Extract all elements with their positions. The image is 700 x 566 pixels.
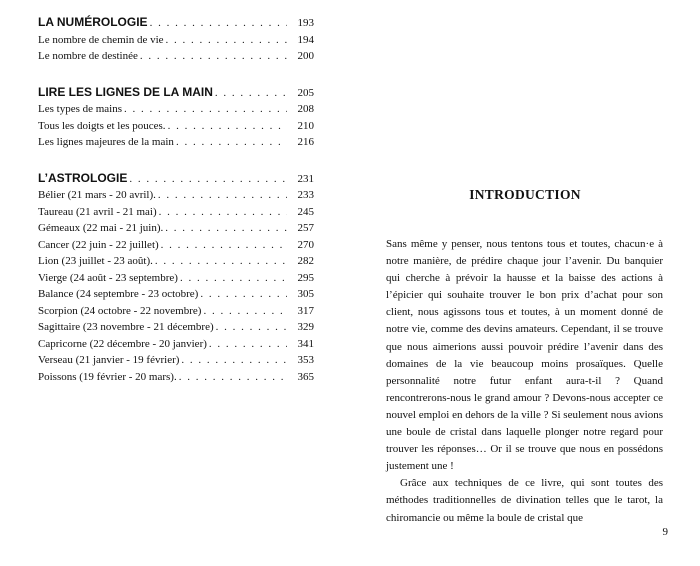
toc-entry-title: Le nombre de chemin de vie <box>38 33 164 46</box>
toc-page-number: 353 <box>297 354 314 366</box>
toc-entry-title: Le nombre de destinée <box>38 50 138 62</box>
toc-page-number: 317 <box>297 304 314 317</box>
toc-entry[interactable] <box>38 220 314 237</box>
page-number: 9 <box>662 526 668 538</box>
toc-entry-title: Verseau (21 janvier - 19 février) <box>38 354 180 366</box>
toc-heading[interactable] <box>38 170 314 188</box>
toc-entry[interactable] <box>38 286 314 303</box>
toc-entry[interactable] <box>38 134 314 151</box>
toc-entry-title: Capricorne (22 décembre - 20 janvier) <box>38 337 207 350</box>
toc-heading-title: L’ASTROLOGIE <box>38 170 128 185</box>
toc-page-number: 216 <box>297 136 314 148</box>
toc-leader-dots <box>140 48 287 65</box>
toc-page-number: 282 <box>297 255 314 267</box>
toc-leader-dots <box>166 32 287 49</box>
toc-entry-title: Taureau (21 avril - 21 mai) <box>38 205 157 218</box>
body-paragraph: Grâce aux techniques de ce livre, qui sont toutes des méthodes traditionnelles de divination telles que le tarot, la chiromancie ou même la boule de cristal que <box>386 477 663 524</box>
toc-section-numerologie <box>38 14 314 65</box>
toc-leader-dots <box>215 85 287 102</box>
chapter-title: INTRODUCTION <box>469 187 581 202</box>
toc-page-number: 205 <box>297 86 314 99</box>
toc-entry-title: Balance (24 septembre - 23 octobre) <box>38 288 199 300</box>
toc-entry[interactable] <box>38 101 314 118</box>
toc-entry[interactable] <box>38 352 314 369</box>
toc-entry-title: Sagittaire (23 novembre - 21 décembre) <box>38 321 214 333</box>
toc-entry-title: Les types de mains <box>38 103 123 115</box>
toc-leader-dots <box>216 319 287 336</box>
toc-entry[interactable] <box>38 336 314 353</box>
toc-page-number: 257 <box>297 222 314 234</box>
right-page <box>350 0 700 566</box>
toc-page-number: 194 <box>297 33 314 46</box>
toc-leader-dots <box>158 187 287 204</box>
toc-leader-dots <box>200 286 287 303</box>
toc-page-number: 193 <box>297 17 314 29</box>
toc-entry-title: Cancer (22 juin - 22 juillet) <box>38 238 159 251</box>
table-of-contents <box>38 14 314 404</box>
toc-entry[interactable] <box>38 32 314 49</box>
toc-heading-title: LIRE LES LIGNES DE LA MAIN <box>38 84 213 99</box>
toc-entry-title: Les lignes majeures de la main <box>38 136 174 148</box>
toc-entry-title: Tous les doigts et les pouces. <box>38 119 166 132</box>
toc-leader-dots <box>180 270 287 287</box>
toc-entry[interactable] <box>38 118 314 135</box>
toc-leader-dots <box>181 352 287 369</box>
toc-entry-title: Poissons (19 février - 20 mars). <box>38 370 177 383</box>
toc-leader-dots <box>179 369 287 386</box>
toc-page-number: 341 <box>297 337 314 350</box>
toc-page-number: 270 <box>297 238 314 251</box>
toc-leader-dots <box>129 171 287 188</box>
toc-page-number: 365 <box>297 370 314 383</box>
toc-leader-dots <box>161 237 287 254</box>
toc-entry[interactable] <box>38 319 314 336</box>
toc-leader-dots <box>176 134 287 151</box>
toc-leader-dots <box>155 253 287 270</box>
toc-entry-title: Gémeaux (22 mai - 21 juin). <box>38 222 164 234</box>
toc-entry-title: Vierge (24 août - 23 septembre) <box>38 271 178 284</box>
toc-leader-dots <box>159 204 287 221</box>
toc-entry-title: Scorpion (24 octobre - 22 novembre) <box>38 304 202 317</box>
toc-entry[interactable] <box>38 270 314 287</box>
toc-heading[interactable] <box>38 14 314 32</box>
toc-leader-dots <box>209 336 287 353</box>
toc-heading-title: LA NUMÉROLOGIE <box>38 15 148 29</box>
toc-entry[interactable] <box>38 204 314 221</box>
toc-leader-dots <box>165 220 287 237</box>
toc-entry[interactable] <box>38 369 314 386</box>
toc-leader-dots <box>150 15 287 32</box>
toc-entry[interactable] <box>38 48 314 65</box>
toc-heading[interactable] <box>38 84 314 102</box>
toc-entry-title: Lion (23 juillet - 23 août). <box>38 255 153 267</box>
toc-leader-dots <box>203 303 287 320</box>
toc-leader-dots <box>168 118 287 135</box>
toc-page-number: 305 <box>297 288 314 300</box>
toc-page-number: 245 <box>297 205 314 218</box>
body-paragraph: Sans même y penser, nous tentons tous et toutes, chacun·e à notre manière, de prédire chaque jour l’avenir. Du banquier qui cherche à prévoir la hausse et la baisse des actions à l’épicier qui souhaite trouver le bon prix d’achat pour son client, nous agissons tous et toutes, à un moment donné de notre vie, comme des devins amateurs. Cependant, il se trouve que nous aimerions aussi pouvoir prédire l’avenir dans des domaines de la vie beaucoup moins prosaïques. Quelle personnalité notre futur enfant aura-t-il ? Quand rencontrerons-nous le grand amour ? Devons-nous accepter ce nouvel emploi en dehors de la ville ? Si seulement nous avions une boule de cristal dans laquelle plonger notre regard pour trouver les réponses… Or il se trouve que nous en possédons justement une ! <box>386 238 663 473</box>
toc-entry[interactable] <box>38 187 314 204</box>
toc-page-number: 233 <box>297 189 314 201</box>
toc-entry[interactable] <box>38 303 314 320</box>
chapter-body <box>386 236 663 527</box>
toc-page-number: 208 <box>297 103 314 115</box>
toc-entry-title: Bélier (21 mars - 20 avril). <box>38 189 156 201</box>
toc-page-number: 200 <box>297 50 314 62</box>
toc-entry[interactable] <box>38 253 314 270</box>
toc-page-number: 231 <box>297 172 314 185</box>
toc-leader-dots <box>124 101 287 118</box>
toc-page-number: 210 <box>297 119 314 132</box>
toc-page-number: 329 <box>297 321 314 333</box>
toc-section-astrologie <box>38 170 314 386</box>
toc-section-main <box>38 84 314 151</box>
toc-page-number: 295 <box>297 271 314 284</box>
toc-entry[interactable] <box>38 237 314 254</box>
